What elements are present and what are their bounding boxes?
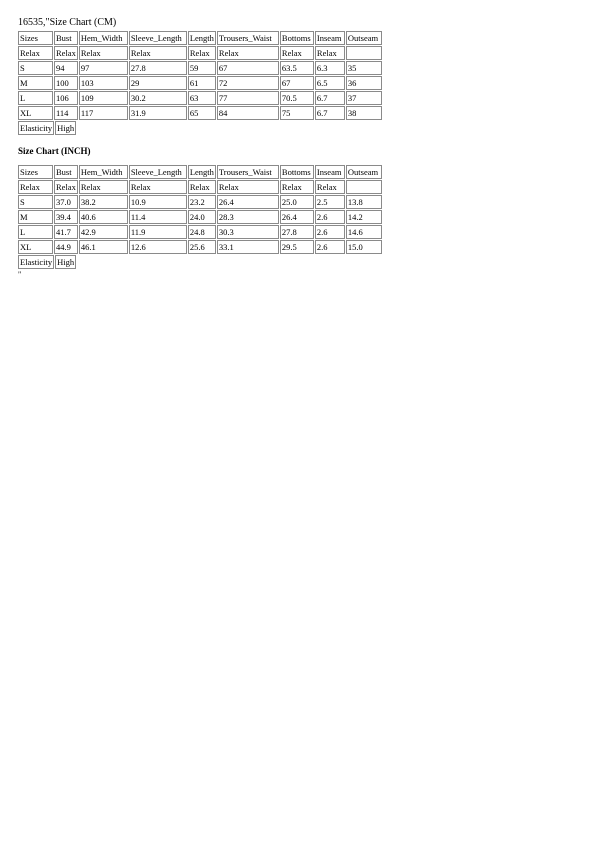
table-cell: Relax	[56, 48, 76, 58]
table-cell: 61	[188, 76, 216, 90]
table-cell: 2.6	[315, 225, 345, 239]
table-cell: 30.3	[217, 225, 279, 239]
table-cell: 15.0	[346, 240, 382, 254]
table-cell: 59	[188, 61, 216, 75]
table-cell: 14.6	[346, 225, 382, 239]
inch-elasticity-table	[17, 254, 77, 270]
table-cell: XL	[18, 240, 53, 254]
cm-table-body	[18, 31, 382, 120]
table-cell: 37	[346, 91, 382, 105]
table-cell: 29.5	[280, 240, 314, 254]
table-cell: Relax	[280, 180, 314, 194]
table-row	[18, 106, 382, 120]
table-cell: Relax	[18, 46, 53, 60]
table-cell: M	[18, 76, 53, 90]
column-header: Sleeve_Length	[129, 31, 187, 45]
inch-table-body	[18, 165, 382, 254]
table-cell	[346, 46, 382, 60]
table-cell: 31.9	[129, 106, 187, 120]
table-cell: M	[18, 210, 53, 224]
column-header: Outseam	[346, 165, 382, 179]
table-cell: 6.3	[315, 61, 345, 75]
table-cell: 2.6	[315, 240, 345, 254]
table-cell: 6.5	[315, 76, 345, 90]
table-cell: Relax	[217, 46, 279, 60]
table-cell: 65	[188, 106, 216, 120]
table-cell: 24.8	[188, 225, 216, 239]
table-cell: 44.9	[54, 240, 78, 254]
column-header: Bust	[54, 165, 78, 179]
table-row	[18, 61, 382, 75]
table-cell: L	[18, 225, 53, 239]
table-cell: Relax	[129, 46, 187, 60]
table-cell: 30.2	[129, 91, 187, 105]
table-row	[18, 195, 382, 209]
table-cell: 13.8	[346, 195, 382, 209]
table-row	[18, 91, 382, 105]
column-header: Hem_Width	[79, 31, 128, 45]
elasticity-row	[18, 121, 76, 135]
table-cell: 72	[217, 76, 279, 90]
table-cell: 11.9	[129, 225, 187, 239]
table-cell: 29	[129, 76, 187, 90]
table-cell	[346, 180, 382, 194]
column-header: Trousers_Waist	[217, 165, 279, 179]
table-cell: Relax	[188, 46, 216, 60]
table-cell: Relax	[56, 182, 76, 192]
table-cell: 63	[188, 91, 216, 105]
inch-size-table	[17, 164, 383, 255]
elasticity-label: Elasticity	[20, 257, 53, 267]
table-cell: 100	[54, 76, 78, 90]
table-cell: 23.2	[188, 195, 216, 209]
table-cell: 12.6	[129, 240, 187, 254]
column-header: Sizes	[18, 31, 53, 45]
trailing-quote-mark: "	[18, 270, 22, 279]
column-header: Hem_Width	[79, 165, 128, 179]
table-cell: Relax	[217, 180, 279, 194]
table-cell: 103	[79, 76, 128, 90]
size-chart-document	[18, 17, 383, 279]
table-cell: 35	[346, 61, 382, 75]
table-cell: 28.3	[217, 210, 279, 224]
column-header: Length	[189, 33, 214, 43]
table-cell: 117	[79, 106, 128, 120]
table-header-row	[18, 31, 382, 45]
table-cell: L	[18, 91, 53, 105]
column-header: Bottoms	[280, 31, 314, 45]
table-cell: 27.8	[129, 61, 187, 75]
elasticity-label: Elasticity	[20, 123, 53, 133]
table-cell: 6.7	[315, 106, 345, 120]
table-cell: 114	[54, 106, 78, 120]
table-cell: 10.9	[129, 195, 187, 209]
table-cell: Relax	[18, 180, 53, 194]
table-row	[18, 210, 382, 224]
table-cell: 39.4	[54, 210, 78, 224]
table-cell: 26.4	[217, 195, 279, 209]
table-cell: 94	[54, 61, 78, 75]
table-cell: 106	[54, 91, 78, 105]
table-cell: 37.0	[54, 195, 78, 209]
column-header: Trousers_Waist	[217, 31, 279, 45]
table-cell: 26.4	[280, 210, 314, 224]
table-cell: 14.2	[346, 210, 382, 224]
inch-chart-heading: Size Chart (INCH)	[18, 146, 91, 156]
table-cell: 97	[79, 61, 128, 75]
table-cell: 33.1	[217, 240, 279, 254]
table-cell: Relax	[79, 180, 128, 194]
table-cell: 77	[217, 91, 279, 105]
column-header: Outseam	[346, 31, 382, 45]
table-row	[18, 225, 382, 239]
table-cell: Relax	[280, 46, 314, 60]
table-cell: Relax	[129, 180, 187, 194]
table-cell: S	[18, 61, 53, 75]
column-header: Sleeve_Length	[129, 165, 187, 179]
table-cell: 25.6	[188, 240, 216, 254]
cm-elasticity-table	[17, 120, 77, 136]
table-cell: 63.5	[280, 61, 314, 75]
table-cell: 6.7	[315, 91, 345, 105]
table-cell: 27.8	[280, 225, 314, 239]
table-cell: 25.0	[280, 195, 314, 209]
table-cell: Relax	[315, 180, 345, 194]
column-header: Inseam	[315, 31, 345, 45]
table-cell: 38.2	[79, 195, 128, 209]
table-cell: 11.4	[129, 210, 187, 224]
elasticity-value: High	[57, 257, 75, 267]
table-cell: 42.9	[79, 225, 128, 239]
table-cell: Relax	[188, 180, 216, 194]
table-cell: Relax	[315, 46, 345, 60]
table-cell: 84	[217, 106, 279, 120]
cm-size-table	[17, 30, 383, 121]
column-header: Bust	[54, 31, 78, 45]
table-cell: 41.7	[54, 225, 78, 239]
elasticity-value: High	[57, 123, 75, 133]
column-header: Bottoms	[280, 165, 314, 179]
column-header: Sizes	[18, 165, 53, 179]
table-cell: 2.5	[315, 195, 345, 209]
cm-chart-heading: 16535,"Size Chart (CM)	[18, 17, 117, 28]
table-cell: 2.6	[315, 210, 345, 224]
column-header: Length	[189, 167, 214, 177]
table-cell: 67	[280, 76, 314, 90]
table-cell: 46.1	[79, 240, 128, 254]
table-cell: 109	[79, 91, 128, 105]
table-cell: 67	[217, 61, 279, 75]
table-row	[18, 76, 382, 90]
table-cell: XL	[18, 106, 53, 120]
table-cell: 24.0	[188, 210, 216, 224]
table-cell: Relax	[79, 46, 128, 60]
column-header: Inseam	[315, 165, 345, 179]
table-header-row	[18, 165, 382, 179]
table-row	[18, 240, 382, 254]
fit-row	[18, 180, 382, 194]
elasticity-row	[18, 255, 76, 269]
table-cell: 38	[346, 106, 382, 120]
table-cell: 36	[346, 76, 382, 90]
table-cell: 40.6	[79, 210, 128, 224]
table-cell: S	[18, 195, 53, 209]
table-cell: 70.5	[280, 91, 314, 105]
table-cell: 75	[280, 106, 314, 120]
fit-row	[18, 46, 382, 60]
